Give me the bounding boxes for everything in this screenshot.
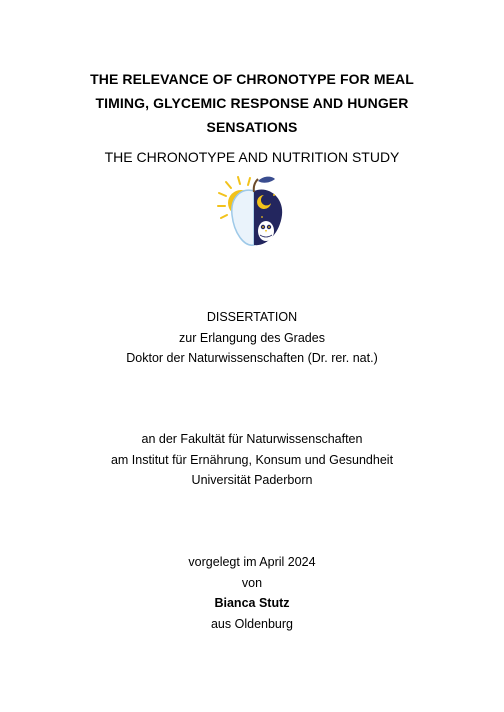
by-label: von bbox=[241, 575, 263, 590]
faculty-block bbox=[20, 429, 484, 491]
apple-day-half bbox=[232, 190, 254, 245]
title-line-3: SENSATIONS bbox=[206, 119, 298, 135]
author-name: Bianca Stutz bbox=[214, 596, 290, 610]
author-origin: aus Oldenburg bbox=[210, 616, 293, 631]
institute-name: am Institut für Ernährung, Konsum und Gesundheit bbox=[110, 452, 394, 467]
dissertation-label: DISSERTATION bbox=[206, 310, 298, 324]
star-icon bbox=[273, 194, 275, 196]
apple-leaf-icon bbox=[258, 177, 275, 183]
dissertation-block bbox=[20, 307, 484, 369]
star-icon bbox=[261, 216, 263, 218]
title-line-1: THE RELEVANCE OF CHRONOTYPE FOR MEAL bbox=[90, 71, 414, 87]
owl-icon bbox=[258, 221, 274, 241]
document-title bbox=[40, 67, 464, 139]
faculty-name: an der Fakultät für Naturwissenschaften bbox=[141, 432, 363, 446]
study-subtitle: THE CHRONOTYPE AND NUTRITION STUDY bbox=[104, 149, 400, 165]
chronotype-logo-icon bbox=[216, 173, 292, 251]
degree-name: Doktor der Naturwissenschaften (Dr. rer. nat.) bbox=[126, 351, 378, 365]
title-line-2: TIMING, GLYCEMIC RESPONSE AND HUNGER bbox=[95, 95, 409, 111]
submission-block bbox=[20, 552, 484, 634]
degree-purpose: zur Erlangung des Grades bbox=[179, 330, 325, 345]
submission-date: vorgelegt im April 2024 bbox=[188, 555, 316, 569]
university-name: Universität Paderborn bbox=[191, 473, 313, 487]
